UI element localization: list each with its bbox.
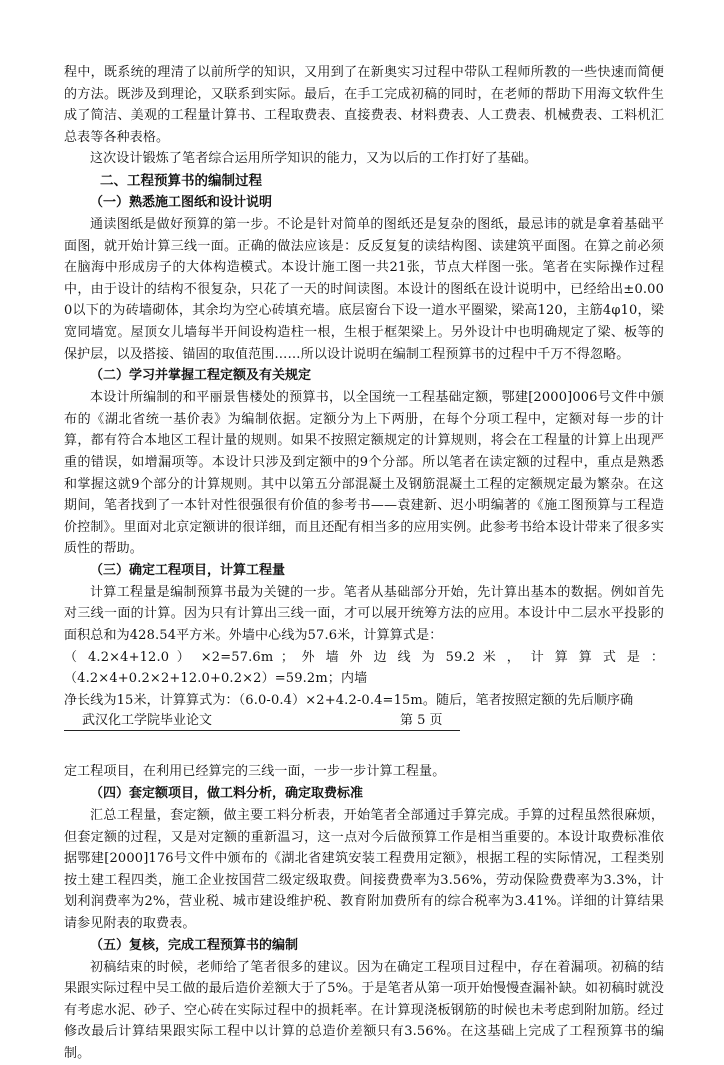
subsection-2-title: （二）学习并掌握工程定额及有关规定: [90, 368, 312, 384]
intro-paragraph: 程中，既系统的理清了以前所学的知识，又用到了在新奥实习过程中带队工程师所教的一些快速而简便的方法。既涉及到理论，又联系到实际。最后，在手工完成初稿的同时，在老师的帮助下用海文软件生成了简洁、美观的工程量计算书、工程取费表、直接费表、材料费表、人工费表、机械费表、工料机汇总表等各种表格。: [64, 65, 664, 145]
formula-line: （ 4.2×4+12.0 ） ×2=57.6m ； 外 墙 外 边 线 为 59.2 米 ， 计 算 算 式 是 ：: [64, 649, 664, 665]
subsection-5-title: （五）复核，完成工程预算书的编制: [90, 937, 299, 953]
subsection-4-title: （四）套定额项目，做工料分析，确定取费标准: [90, 786, 364, 802]
continuation-text: 定工程项目，在利用已经算完的三线一面，一步一步计算工程量。: [64, 764, 446, 780]
page-footer: [64, 711, 664, 733]
document-page: [64, 62, 664, 1065]
subsection-5-text: 初稿结束的时候，老师给了笔者很多的建议。因为在确定工程项目过程中，存在着漏项。初稿的结果跟实际过程中吴工做的最后造价差额大于了5%。于是笔者从第一项开始慢慢查漏补缺。如初稿时就没有考虑水泥、砂子、空心砖在实际过程中的损耗率。在计算现浇板钢筋的时候也未考虑到附加筋。经过修改最后计算结果跟实际工程中以计算的总造价差额只有3.56%。在这基础上完成了工程预算书的编制。: [64, 959, 664, 1061]
summary-paragraph: 这次设计锻炼了笔者综合运用所学知识的能力，又为以后的工作打好了基础。: [90, 151, 538, 167]
subsection-3-text: 计算工程量是编制预算书最为关键的一步。笔者从基础部分开始，先计算出基本的数据。例如首先对三线一面的计算。因为只有计算出三线一面，才可以展开统筹方法的应用。本设计中二层水平投影的面积总和为428.54平方米。外墙中心线为57.6米，计算算式是：: [64, 584, 664, 644]
subsection-4-text: 汇总工程量，套定额，做主要工料分析表，开始笔者全部通过手算完成。手算的过程虽然很麻烦，但套定额的过程，又是对定额的重新温习，这一点对今后做预算工作是相当重要的。本设计取费标准依据鄂建[2000]176号文件中颁布的《湖北省建筑安装工程费用定额》，根据工程的实际情况，工程类别按土建工程四类，施工企业按国营二级定级取费。间接费费率为3.56%，劳动保险费费率为3.3%，计划利润费率为2%，营业税、城市建设维护税、教育附加费所有的综合税率为3.41%。详细的计算结果请参见附表的取费表。: [64, 808, 664, 931]
subsection-2-text: 本设计所编制的和平丽景售楼处的预算书，以全国统一工程基础定额，鄂建[2000]006号文件中颁布的《湖北省统一基价表》为编制依据。定额分为上下两册，在每个分项工程中，定额对每一步的计算，都有符合本地区工程计量的规则。如果不按照定额规定的计算规则，将会在工程量的计算上出现严重的错误，如增漏项等。本设计只涉及到定额中的9个分部。所以笔者在读定额的过程中，重点是熟悉和掌握这就9个部分的计算规则。其中以第五分部混凝土及钢筋混凝土工程的定额规定最为繁杂。在这期间，笔者找到了一本针对性很强很有价值的参考书——袁建新、迟小明编著的《施工图预算与工程造价控制》。里面对北京定额讲的很详细，而且还配有相当多的应用实例。此参考书给本设计带来了很多实质性的帮助。: [64, 390, 664, 557]
footer-rule: [64, 730, 460, 731]
page-number: 第 5 页: [400, 713, 443, 729]
inner-wall-text: 净长线为15米，计算算式为：（6.0-0.4）×2+4.2-0.4=15m。随后，笔者按照定额的先后顺序确: [64, 692, 634, 708]
subsection-1-title: （一）熟悉施工图纸和设计说明: [90, 194, 273, 210]
page-break: [64, 733, 664, 761]
subsection-3-title: （三）确定工程项目，计算工程量: [90, 562, 286, 578]
footer-title: 武汉化工学院毕业论文: [82, 713, 213, 729]
formula-line-2: （4.2×4+0.2×2+12.0+0.2×2）=59.2m；内墙: [64, 671, 368, 687]
subsection-1-text: 通读图纸是做好预算的第一步。不论是针对简单的图纸还是复杂的图纸，最忌讳的就是拿着基础平面图，就开始计算三线一面。正确的做法应该是：反反复复的读结构图、读建筑平面图。在算之前必须在脑海中形成房子的大体构造模式。本设计施工图一共21张，节点大样图一张。笔者在实际操作过程中，由于设计的结构不很复杂，只花了一天的时间读图。本设计的图纸在设计说明中，已经给出±0.000以下的为砖墙砌体，其余均为空心砖填充墙。底层窗台下设一道水平圈梁，梁高120，主筋4φ10，梁宽同墙宽。屋顶女儿墙每半开间设构造柱一根，生根于框架梁上。另外设计中也明确规定了梁、板等的保护层，以及搭接、锚固的取值范围……所以设计说明在编制工程预算书的过程中千万不得忽略。: [64, 216, 664, 362]
section-title: 二、工程预算书的编制过程: [100, 172, 262, 189]
